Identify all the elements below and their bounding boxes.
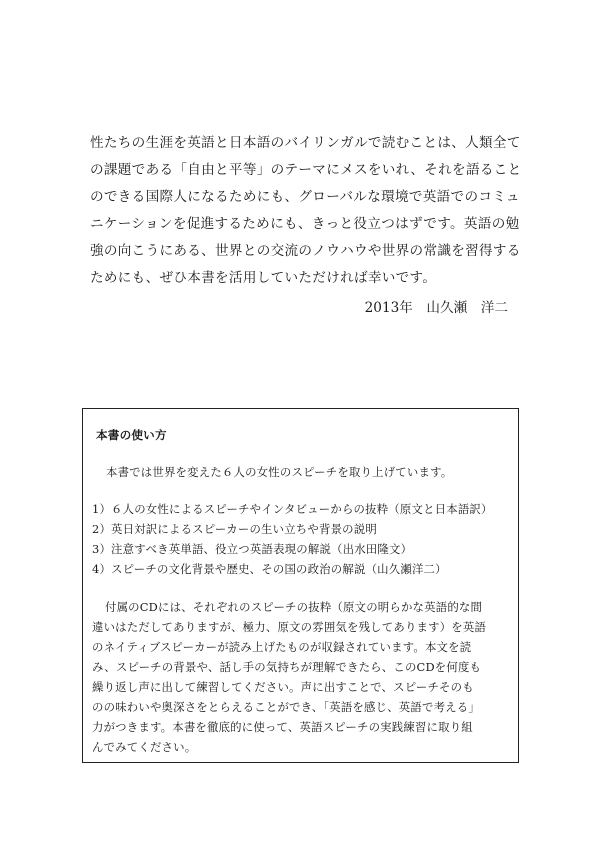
body-text-line: のできる国際人になるためにも、グローバルな環境で英語でのコミュ: [90, 189, 520, 205]
usage-guide-item: 1）６人の女性によるスピーチやインタビューからの抜粋（原文と日本語訳）: [92, 502, 493, 516]
body-text-line: 性たちの生涯を英語と日本語のバイリンガルで読むことは、人類全て: [90, 135, 521, 151]
usage-guide-item: 2）英日対訳によるスピーカーの生い立ちや背景の説明: [92, 522, 377, 536]
body-text-line: ニケーションを促進するためにも、きっと役立つはずです。英語の勉: [90, 216, 520, 232]
usage-guide-item: 4）スピーチの文化背景や歴史、その国の政治の解説（山久瀬洋二）: [92, 562, 447, 576]
usage-guide-title: 本書の使い方: [96, 428, 167, 442]
usage-guide-paragraph-line: 付属のCDには、それぞれのスピーチの抜粋（原文の明らかな英語的な間: [105, 600, 483, 614]
body-text-line: の課題である「自由と平等」のテーマにメスをいれ、それを語ること: [90, 162, 522, 178]
usage-guide-paragraph-line: 繰り返し声に出して練習してください。声に出すことで、スピーチそのも: [92, 680, 474, 694]
usage-guide-paragraph-line: み、スピーチの背景や、話し手の気持ちが理解できたら、このCDを何度も: [92, 660, 482, 674]
usage-guide-lead: 本書では世界を変えた６人の女性のスピーチを取り上げています。: [106, 465, 453, 479]
usage-guide-item: 3）注意すべき英単語、役立つ英語表現の解説（出水田隆文）: [92, 542, 413, 556]
usage-guide-paragraph-line: 力がつきます。本書を徹底的に使って、英語スピーチの実践練習に取り組: [92, 720, 473, 734]
author-signature: 2013年 山久瀬 洋二: [364, 300, 508, 316]
body-text-line: 強の向こうにある、世界との交流のノウハウや世界の常識を習得する: [90, 243, 521, 259]
usage-guide-paragraph-line: 違いはただしてありますが、極力、原文の雰囲気を残してあります）を英語: [92, 620, 487, 634]
body-text-line: ためにも、ぜひ本書を活用していただければ幸いです。: [90, 270, 437, 286]
usage-guide-paragraph-line: のの味わいや奥深さをとらえることができ、「英語を感じ、英語で考える」: [92, 700, 480, 714]
usage-guide-paragraph-line: んでみてください。: [92, 740, 197, 754]
usage-guide-box: [82, 408, 519, 763]
usage-guide-paragraph-line: のネイティブスピーカーが読み上げたものが収録されています。本文を読: [92, 640, 472, 654]
